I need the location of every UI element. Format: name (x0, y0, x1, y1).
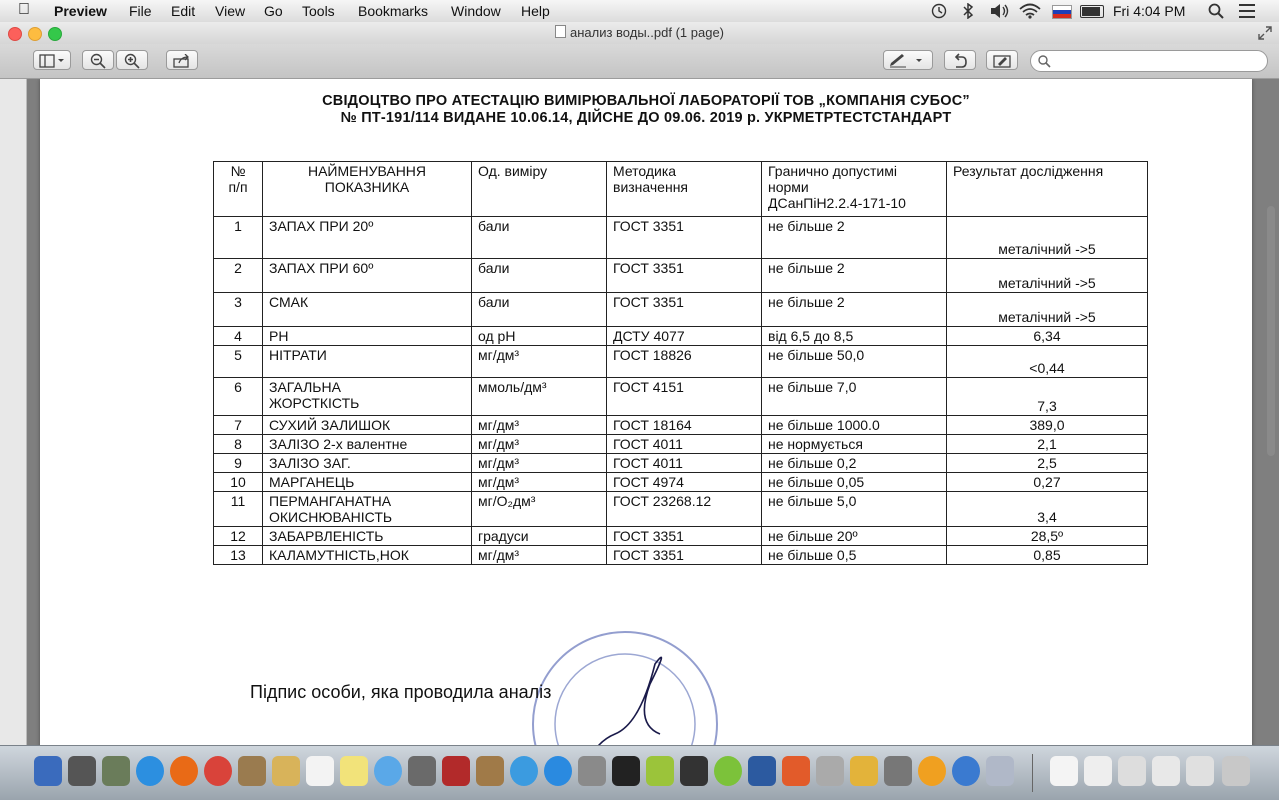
bluetooth-app-icon[interactable] (748, 756, 776, 786)
cell-limit: не більше 1000.0 (762, 416, 947, 435)
terminal-icon[interactable] (612, 756, 640, 786)
cell-result: 389,0 (947, 416, 1148, 435)
document-viewer[interactable] (0, 79, 1279, 745)
column-header-method: Методика визначення (607, 162, 762, 217)
cell-unit: бали (472, 217, 607, 259)
table-row (214, 346, 1148, 378)
dock (0, 745, 1279, 800)
dock-divider (1032, 754, 1033, 792)
menu-help[interactable]: Help (521, 3, 550, 19)
cell-indicator: ЗАЛІЗО 2-х валентне (263, 435, 472, 454)
cell-number: 2 (214, 259, 263, 293)
scissors-app-icon[interactable] (850, 756, 878, 786)
search-icon (1038, 55, 1051, 68)
table-row (214, 454, 1148, 473)
menu-app-name[interactable]: Preview (54, 3, 107, 19)
cell-method: ГОСТ 3351 (607, 546, 762, 565)
cell-number: 8 (214, 435, 263, 454)
system-preferences-icon[interactable] (578, 756, 606, 786)
table-row (214, 416, 1148, 435)
rotate-button[interactable] (944, 50, 976, 70)
pdf-page (40, 79, 1252, 745)
speed-app-icon[interactable] (918, 756, 946, 786)
cell-limit: не більше 5,0 (762, 492, 947, 527)
cell-number: 9 (214, 454, 263, 473)
mail-icon[interactable] (272, 756, 300, 786)
cell-unit: мг/дм³ (472, 416, 607, 435)
cell-result: 0,85 (947, 546, 1148, 565)
app-store-icon[interactable] (544, 756, 572, 786)
cell-number: 1 (214, 217, 263, 259)
signature-stroke (580, 657, 661, 745)
cell-unit: мг/дм³ (472, 473, 607, 492)
share-icon (173, 54, 191, 68)
cell-indicator: PH (263, 327, 472, 346)
menu-bookmarks[interactable]: Bookmarks (358, 3, 429, 19)
dashboard-icon[interactable] (102, 756, 130, 786)
cell-result: 2,5 (947, 454, 1148, 473)
cell-result: 2,1 (947, 435, 1148, 454)
android-icon[interactable] (646, 756, 674, 786)
window-title: анализ воды..pdf (1 page) (569, 25, 725, 40)
cell-limit: не більше 7,0 (762, 378, 947, 416)
column-header-indicator: НАЙМЕНУВАННЯ ПОКАЗНИКА (263, 162, 472, 217)
cell-method: ГОСТ 3351 (607, 293, 762, 327)
tools-app-icon[interactable] (884, 756, 912, 786)
cell-method: ГОСТ 3351 (607, 259, 762, 293)
cell-number: 7 (214, 416, 263, 435)
table-row (214, 473, 1148, 492)
cell-number: 4 (214, 327, 263, 346)
cell-unit: ммоль/дм³ (472, 378, 607, 416)
background-window-strip (0, 79, 27, 745)
cell-indicator: МАРГАНЕЦЬ (263, 473, 472, 492)
menu-window[interactable]: Window (451, 3, 501, 19)
cell-indicator: ЗАПАХ ПРИ 20º (263, 217, 472, 259)
cell-limit: від 6,5 до 8,5 (762, 327, 947, 346)
facetime-icon[interactable] (408, 756, 436, 786)
cell-indicator: ЗАГАЛЬНА ЖОРСТКІСТЬ (263, 378, 472, 416)
apple-menu-icon[interactable] (18, 1, 30, 19)
markup-toolbox-icon (993, 54, 1011, 68)
cell-unit: градуси (472, 527, 607, 546)
table-row (214, 492, 1148, 527)
calendar-icon[interactable] (306, 756, 334, 786)
cell-method: ГОСТ 3351 (607, 527, 762, 546)
table-row (214, 327, 1148, 346)
cell-limit: не більше 50,0 (762, 346, 947, 378)
cell-unit: мг/дм³ (472, 435, 607, 454)
cell-indicator: ЗАПАХ ПРИ 60º (263, 259, 472, 293)
document-subtitle: № ПТ-191/114 ВИДАНЕ 10.06.14, ДІЙСНЕ ДО 09.06. 2019 р. УКРМЕТРТЕСТСТАНДАРТ (340, 110, 952, 126)
printer-icon[interactable] (816, 756, 844, 786)
cell-result: 6,34 (947, 327, 1148, 346)
chrome-icon[interactable] (204, 756, 232, 786)
preview-window (0, 22, 1279, 745)
document-icon[interactable] (1152, 756, 1180, 786)
cell-result: 7,3 (947, 378, 1148, 416)
battery-icon[interactable] (1080, 5, 1104, 18)
zoom-in-icon (124, 53, 140, 69)
pdf-file-icon[interactable] (1050, 756, 1078, 786)
toolbar (0, 44, 1279, 79)
finder-icon[interactable] (34, 756, 62, 786)
cell-indicator: СМАК (263, 293, 472, 327)
cell-indicator: ЗАЛІЗО ЗАГ. (263, 454, 472, 473)
cell-result: 28,5º (947, 527, 1148, 546)
table-row (214, 527, 1148, 546)
cell-result: 0,27 (947, 473, 1148, 492)
pdf-document-icon (555, 25, 566, 38)
column-header-number: № п/п (214, 162, 263, 217)
zoom-in-button[interactable] (116, 50, 148, 70)
cell-indicator: СУХИЙ ЗАЛИШОК (263, 416, 472, 435)
menu-bar (0, 0, 1279, 23)
cell-number: 6 (214, 378, 263, 416)
cell-unit: мг/O₂дм³ (472, 492, 607, 527)
cell-unit: мг/дм³ (472, 546, 607, 565)
iphoto-icon[interactable] (476, 756, 504, 786)
itunes-icon[interactable] (510, 756, 538, 786)
time-machine-icon[interactable] (930, 3, 948, 19)
sidebar-view-button[interactable] (33, 50, 71, 70)
table-row (214, 378, 1148, 416)
cell-limit: не більше 20º (762, 527, 947, 546)
menu-go[interactable]: Go (264, 3, 283, 19)
zoom-out-button[interactable] (82, 50, 114, 70)
cell-result: 3,4 (947, 492, 1148, 527)
signature-label: Підпис особи, яка проводила аналіз (250, 682, 552, 702)
cell-method: ГОСТ 3351 (607, 217, 762, 259)
vertical-scrollbar-thumb[interactable] (1267, 206, 1275, 456)
cell-unit: мг/дм³ (472, 346, 607, 378)
table-row (214, 217, 1148, 259)
table-row (214, 435, 1148, 454)
bluetooth-icon[interactable] (962, 3, 974, 19)
cell-indicator: ПЕРМАНГАНАТНА ОКИСНЮВАНІСТЬ (263, 492, 472, 527)
cell-result: металічний ->5 (947, 217, 1148, 259)
menu-file[interactable]: File (129, 3, 152, 19)
table-row (214, 259, 1148, 293)
column-header-unit: Од. виміру (472, 162, 607, 217)
sidebar-view-icon (39, 54, 65, 68)
preview-app-icon[interactable] (238, 756, 266, 786)
cell-limit: не нормується (762, 435, 947, 454)
utorrent-icon[interactable] (714, 756, 742, 786)
cell-indicator: НІТРАТИ (263, 346, 472, 378)
disk-utility-icon[interactable] (680, 756, 708, 786)
menu-tools[interactable]: Tools (302, 3, 335, 19)
documents-folder-icon[interactable] (1186, 756, 1214, 786)
window-title-area (0, 25, 1279, 40)
trash-icon[interactable] (1222, 756, 1250, 786)
cell-limit: не більше 2 (762, 259, 947, 293)
cell-unit: бали (472, 293, 607, 327)
cell-limit: не більше 0,2 (762, 454, 947, 473)
russian-flag-icon[interactable] (1052, 5, 1072, 19)
table-row (214, 293, 1148, 327)
pen-markup-icon (888, 54, 928, 68)
table-body (214, 217, 1148, 565)
cell-method: ГОСТ 4151 (607, 378, 762, 416)
cell-method: ГОСТ 4974 (607, 473, 762, 492)
launchpad-icon[interactable] (68, 756, 96, 786)
cell-limit: не більше 0,05 (762, 473, 947, 492)
cell-method: ГОСТ 23268.12 (607, 492, 762, 527)
firefox-icon[interactable] (170, 756, 198, 786)
results-table (213, 161, 1148, 565)
column-header-limit: Гранично допустимі норми ДСанПіН2.2.4-171-10 (762, 162, 947, 217)
window-titlebar[interactable] (0, 22, 1279, 44)
cell-method: ГОСТ 4011 (607, 435, 762, 454)
cell-limit: не більше 0,5 (762, 546, 947, 565)
cell-result: металічний ->5 (947, 293, 1148, 327)
k-app-icon[interactable] (782, 756, 810, 786)
cell-number: 13 (214, 546, 263, 565)
markup-toolbar-button[interactable] (986, 50, 1018, 70)
table-row (214, 546, 1148, 565)
cell-number: 3 (214, 293, 263, 327)
image-capture-icon[interactable] (986, 756, 1014, 786)
table-header-row (214, 162, 1148, 217)
column-header-result: Результат дослідження (947, 162, 1148, 217)
cell-number: 5 (214, 346, 263, 378)
cell-number: 11 (214, 492, 263, 527)
cell-result: <0,44 (947, 346, 1148, 378)
cell-unit: мг/дм³ (472, 454, 607, 473)
company-stamp (520, 624, 730, 745)
cell-method: ДСТУ 4077 (607, 327, 762, 346)
cell-unit: бали (472, 259, 607, 293)
cell-indicator: КАЛАМУТНІСТЬ,НОК (263, 546, 472, 565)
cell-unit: од pH (472, 327, 607, 346)
cell-number: 10 (214, 473, 263, 492)
search-field[interactable] (1030, 50, 1268, 72)
cell-method: ГОСТ 18164 (607, 416, 762, 435)
safari-icon[interactable] (136, 756, 164, 786)
cell-limit: не більше 2 (762, 217, 947, 259)
cell-method: ГОСТ 18826 (607, 346, 762, 378)
spotlight-search-icon[interactable] (1208, 3, 1224, 19)
document-stack-icon[interactable] (1084, 756, 1112, 786)
wifi-icon[interactable] (1019, 3, 1041, 19)
menu-clock[interactable]: Fri 4:04 PM (1113, 3, 1186, 19)
menu-edit[interactable]: Edit (171, 3, 196, 19)
photo-booth-icon[interactable] (442, 756, 470, 786)
document-title: СВІДОЦТВО ПРО АТЕСТАЦІЮ ВИМІРЮВАЛЬНОЇ ЛАБОРАТОРІЇ ТОВ „КОМПАНІЯ СУБОС” (322, 93, 970, 109)
fullscreen-arrows-icon[interactable] (1258, 26, 1272, 40)
cell-method: ГОСТ 4011 (607, 454, 762, 473)
messages-icon[interactable] (374, 756, 402, 786)
menu-view[interactable]: View (215, 3, 246, 19)
annotate-button[interactable] (883, 50, 933, 70)
cell-number: 12 (214, 527, 263, 546)
notification-center-icon[interactable] (1238, 3, 1256, 19)
notes-icon[interactable] (340, 756, 368, 786)
share-button[interactable] (166, 50, 198, 70)
volume-icon[interactable] (990, 3, 1010, 19)
cell-limit: не більше 2 (762, 293, 947, 327)
zoom-out-icon (90, 53, 106, 69)
downloads-stack-icon[interactable] (1118, 756, 1146, 786)
rotate-icon (953, 53, 967, 69)
cell-result: металічний ->5 (947, 259, 1148, 293)
quicktime-icon[interactable] (952, 756, 980, 786)
cell-indicator: ЗАБАРВЛЕНІСТЬ (263, 527, 472, 546)
